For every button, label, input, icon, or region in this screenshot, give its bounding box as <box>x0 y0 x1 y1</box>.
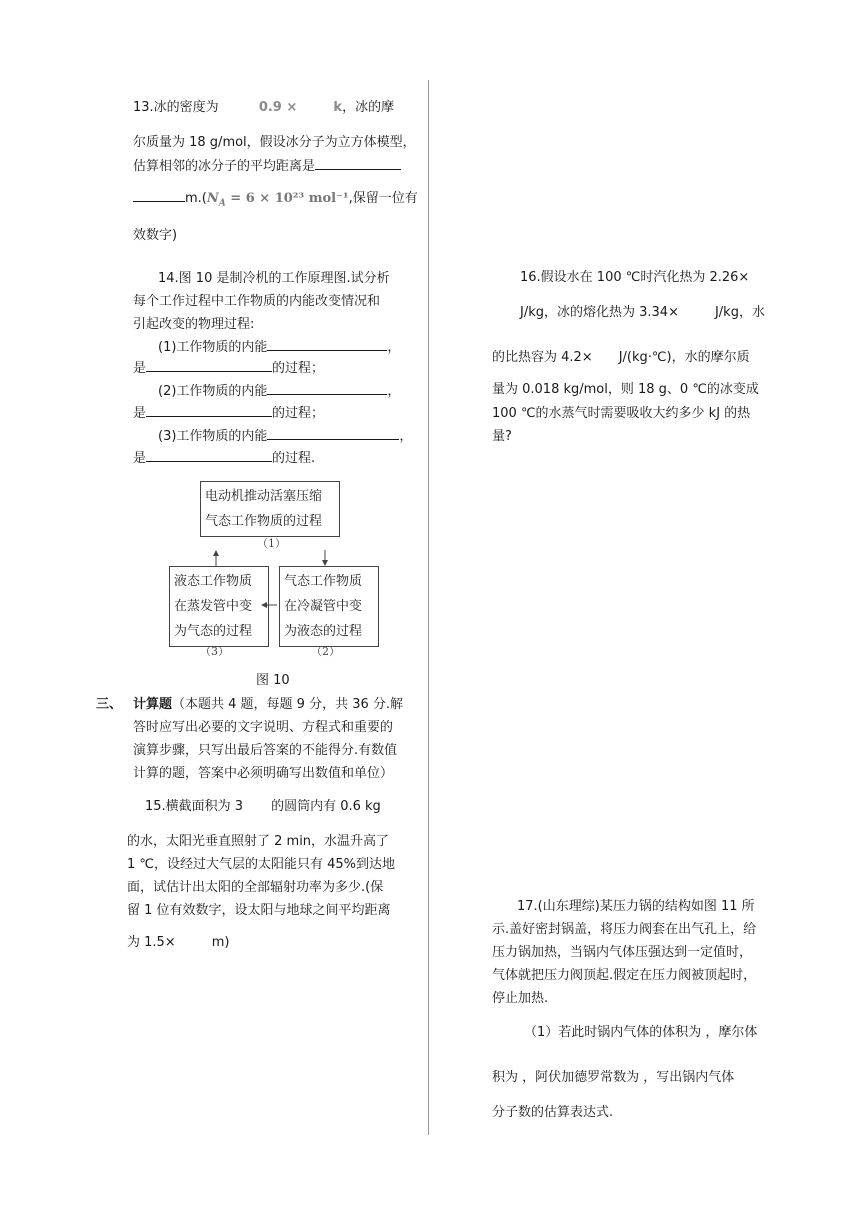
section-title: 计算题 <box>133 697 173 712</box>
q15-line-1: 15.横截面积为 3 的圆筒内有 0.6 kg <box>145 799 381 814</box>
process-box-1: 电动机推动活塞压缩 气态工作物质的过程 <box>200 481 340 537</box>
q16-line-4: 量为 0.018 kg/mol，则 18 g、0 ℃的冰变成 <box>492 382 759 397</box>
avogadro-formula: $N_A = 6 \times 10^{23}$ mol⁻¹ <box>206 191 349 209</box>
q13-line-5: 效数字) <box>133 228 178 243</box>
q16-line-6: 量? <box>492 429 512 444</box>
section-3-line-1: 计算题（本题共 4 题，每题 9 分，共 36 分.解 <box>133 697 404 712</box>
answer-blank <box>146 359 272 372</box>
q17-part-1-line-3: 分子数的估算表达式. <box>492 1105 614 1120</box>
figure-10-label: 图 10 <box>256 673 290 688</box>
q15-line-3: 1 ℃，设经过大气层的太阳能只有 45%到达地 <box>127 857 396 872</box>
q13-density-value: 0.9 × <box>258 100 298 115</box>
answer-blank <box>267 382 387 395</box>
process-box-2: 气态工作物质 在冷凝管中变 为液态的过程 <box>279 566 379 647</box>
section-3-line-3: 演算步骤，只写出最后答案的不能得分.有数值 <box>133 743 398 758</box>
section-number: 三、 <box>96 697 123 712</box>
q16-line-5: 100 ℃的水蒸气时需要吸收大约多少 kJ 的热 <box>492 406 751 421</box>
q17-part-1-line-2: 积为 ，阿伏加德罗常数为 ，写出锅内气体 <box>492 1070 735 1085</box>
q14-item-2: (2)工作物质的内能 ， <box>158 384 401 399</box>
q14-item-3: (3)工作物质的内能 ， <box>158 429 413 444</box>
q14-item-1: (1)工作物质的内能 ， <box>158 340 401 355</box>
q16-line-1: 16.假设水在 100 ℃时汽化热为 2.26× <box>520 270 750 285</box>
q15-line-6: 为 1.5× m) <box>127 935 230 950</box>
q14-item-1-reason: 是 的过程； <box>133 361 325 376</box>
q14-line-2: 每个工作过程中工作物质的内能改变情况和 <box>133 294 381 309</box>
answer-blank <box>267 427 399 440</box>
q13-density-unit: k <box>333 100 343 115</box>
flow-arrows <box>160 540 390 620</box>
q15-line-2: 的水，太阳光垂直照射了 2 min，水温升高了 <box>127 834 390 849</box>
q17-line-2: 示.盖好密封锅盖，将压力阀套在出气孔上，给 <box>492 922 757 937</box>
answer-blank <box>315 157 401 170</box>
q14-item-2-reason: 是 的过程； <box>133 406 325 421</box>
q13-line-1: 13.冰的密度为 0.9 × k，冰的摩 <box>133 100 395 115</box>
q13-line-2: 尔质量为 18 g/mol，假设冰分子为立方体模型， <box>133 135 416 150</box>
q16-line-2: J/kg，冰的熔化热为 3.34× J/kg，水 <box>520 305 765 320</box>
q13-line-3: 估算相邻的冰分子的平均距离是 <box>133 155 401 174</box>
q14-line-1: 14.图 10 是制冷机的工作原理图.试分析 <box>158 271 390 286</box>
q13-line-4: $m.(N_A = 6 \times 10^{23}$ mol⁻¹,保留一位有 <box>133 187 418 209</box>
section-3-line-4: 计算的题，答案中必须明确写出数值和单位） <box>133 766 394 781</box>
q17-line-1: 17.(山东理综)某压力锅的结构如图 11 所 <box>517 899 755 914</box>
arrow-down-head <box>322 560 328 566</box>
q17-line-4: 气体就把压力阀顶起.假定在压力阀被顶起时， <box>492 968 757 983</box>
caption-2: （2） <box>311 645 340 658</box>
q14-item-3-reason: 是 的过程. <box>133 451 316 466</box>
q17-line-3: 压力锅加热，当锅内气体压强达到一定值时， <box>492 945 753 960</box>
answer-blank <box>133 189 185 202</box>
answer-blank <box>146 449 272 462</box>
answer-blank <box>267 338 387 351</box>
q14-line-3: 引起改变的物理过程: <box>133 317 255 332</box>
caption-3: （3） <box>200 645 229 658</box>
column-divider <box>428 80 429 1135</box>
q16-line-3: 的比热容为 4.2× J/(kg·℃)，水的摩尔质 <box>492 350 750 365</box>
section-3-line-2: 答时应写出必要的文字说明、方程式和重要的 <box>133 720 394 735</box>
q15-line-4: 面，试估计出太阳的全部辐射功率为多少.(保 <box>127 880 384 895</box>
q17-part-1-line-1: （1）若此时锅内气体的体积为 ，摩尔体 <box>524 1025 758 1040</box>
arrow-up-head <box>213 550 219 556</box>
caption-1: （1） <box>257 537 286 550</box>
q15-line-5: 留 1 位有效数字，设太阳与地球之间平均距离 <box>127 903 391 918</box>
arrow-left-head <box>261 602 267 608</box>
q17-line-5: 停止加热. <box>492 991 549 1006</box>
process-box-3: 液态工作物质 在蒸发管中变 为气态的过程 <box>169 566 269 647</box>
answer-blank <box>146 404 272 417</box>
